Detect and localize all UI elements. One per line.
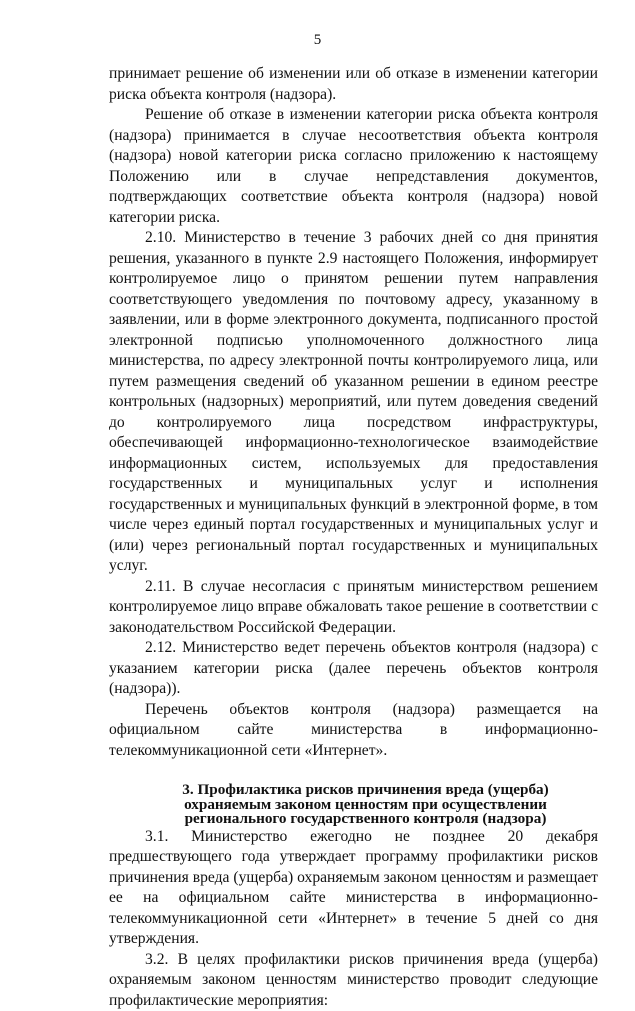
document-body xyxy=(109,64,598,1011)
paragraph-2-11: 2.11. В случае несогласия с принятым министерством решением контролируемое лицо вправе обжаловать такое решение в соответствии с законодательством Российской Федерации. xyxy=(109,577,598,639)
paragraph-2-10: 2.10. Министерство в течение 3 рабочих дней со дня принятия решения, указанного в пункте 2.9 настоящего Положения, информирует контролируемое лицо о принятом решении путем направления соответствующего уведомления по почтовому адресу, указанному в заявлении, или в форме электронного документа, подписанного простой электронной подписью уполномоченного должностного лица министерства, по адресу электронной почты контролируемого лица, или путем размещения сведений об указанном решении в едином реестре контрольных (надзорных) мероприятий, или путем доведения сведений до контролируемого лица посредством инфраструктуры, обеспечивающей информационно-технологическое взаимодействие информационных систем, используемых для предоставления государственных и муниципальных услуг и исполнения государственных и муниципальных функций в электронной форме, в том числе через единый портал государственных и муниципальных услуг и (или) через региональный портал государственных и муниципальных услуг. xyxy=(109,228,598,577)
paragraph-continuation: принимает решение об изменении или об отказе в изменении категории риска объекта контроля (надзора). xyxy=(109,64,598,105)
page-number: 5 xyxy=(0,31,635,49)
paragraph-list-publication: Перечень объектов контроля (надзора) размещается на официальном сайте министерства в информационно-телекоммуникационной сети «Интернет». xyxy=(109,700,598,762)
paragraph-2-12: 2.12. Министерство ведет перечень объектов контроля (надзора) с указанием категории риска (далее перечень объектов контроля (надзора)). xyxy=(109,638,598,700)
paragraph-3-2: 3.2. В целях профилактики рисков причинения вреда (ущерба) охраняемым законом ценностям министерство проводит следующие профилактические мероприятия: xyxy=(109,950,598,1011)
paragraph-refusal-decision: Решение об отказе в изменении категории риска объекта контроля (надзора) принимается в случае несоответствия объекта контроля (надзора) новой категории риска согласно приложению к настоящему Положению или в случае непредставления документов, подтверждающих соответствие объекта контроля (надзора) новой категории риска. xyxy=(109,105,598,228)
paragraph-3-1: 3.1. Министерство ежегодно не позднее 20 декабря предшествующего года утверждает программу профилактики рисков причинения вреда (ущерба) охраняемым законом ценностям и размещает ее на официальном сайте министерства в информационно-телекоммуникационной сети «Интернет» в течение 5 дней со дня утверждения. xyxy=(109,827,598,950)
section-3-heading: 3. Профилактика рисков причинения вреда (ущерба) охраняемым законом ценностям при осуществлении регионального государственного контроля (надзора) xyxy=(109,783,598,827)
